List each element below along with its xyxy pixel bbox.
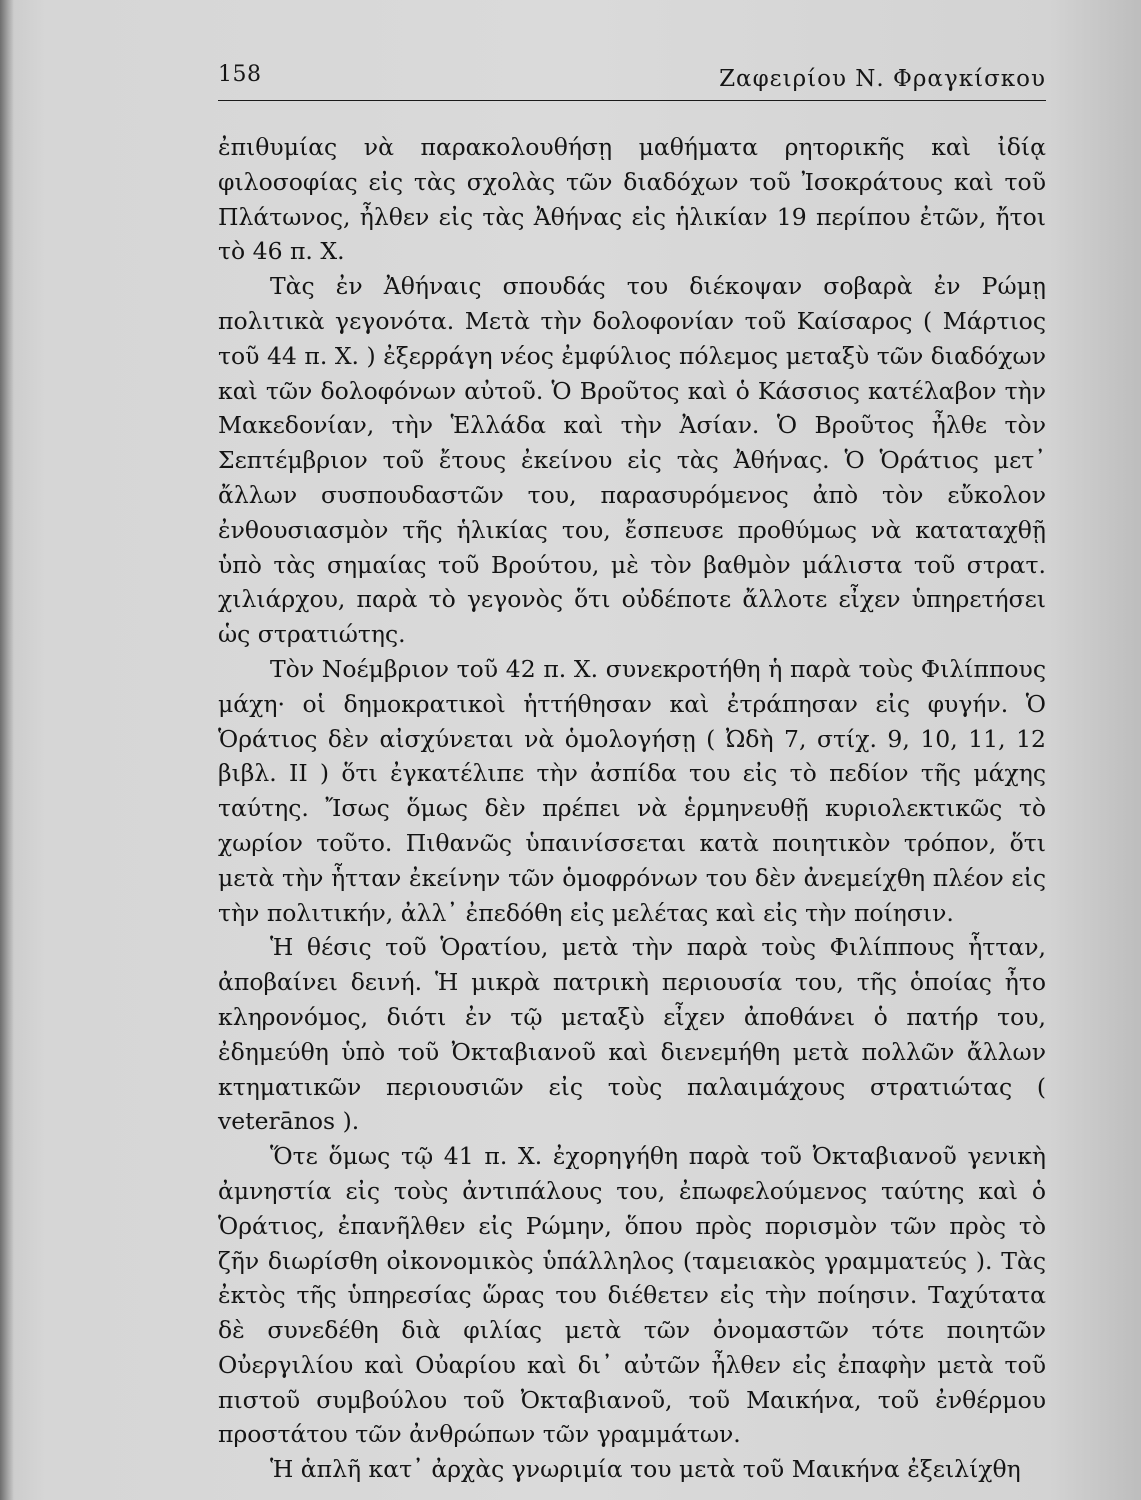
paragraph: Ἡ ἁπλῆ κατ᾽ ἀρχὰς γνωριμία του μετὰ τοῦ Μαικήνα ἐξειλίχθη	[270, 1455, 1021, 1484]
paragraph: Ὅτε ὅμως τῷ 41 π. Χ. ἐχορηγήθη παρὰ τοῦ Ὀκταβιανοῦ γενικὴ ἀμνηστία εἰς τοὺς ἀντιπάλους του, ἐπωφελούμενος ταύτης καὶ ὁ Ὁράτιος, ἐπανῆλθεν εἰς Ρώμην, ὅπου πρὸς πορισμὸν τῶν πρὸς τὸ ζῆν διωρίσθη οἰκονομικὸς ὑπάλληλος (ταμειακὸς γραμματεύς ). Τὰς ἐκτὸς τῆς ὑπηρεσίας ὥρας του διέθετεν εἰς τὴν ποίησιν. Ταχύτατα δὲ συνεδέθη διὰ φιλίας μετὰ τῶν ὀνομαστῶν τότε ποιητῶν Οὐεργιλίου καὶ Οὐαρίου καὶ δι᾽ αὐτῶν ἦλθεν εἰς ἐπαφὴν μετὰ τοῦ πιστοῦ συμβούλου τοῦ Ὀκταβιανοῦ, τοῦ Μαικήνα, τοῦ ἐνθέρμου προστάτου τῶν ἀνθρώπων τῶν γραμμάτων.	[218, 1142, 1046, 1449]
paragraph: Τὸν Νοέμβριον τοῦ 42 π. Χ. συνεκροτήθη ἡ παρὰ τοὺς Φιλίππους μάχη· οἱ δημοκρατικοὶ ἡττήθησαν καὶ ἐτράπησαν εἰς φυγήν. Ὁ Ὁράτιος δὲν αἰσχύνεται νὰ ὁμολογήσῃ ( Ὠδὴ 7, στίχ. 9, 10, 11, 12 βιβλ. ΙΙ ) ὅτι ἐγκατέλιπε τὴν ἀσπίδα του εἰς τὸ πεδίον τῆς μάχης ταύτης. Ἴσως ὅμως δὲν πρέπει νὰ ἑρμηνευθῇ κυριολεκτικῶς τὸ χωρίον τοῦτο. Πιθανῶς ὑπαινίσσεται κατὰ ποιητικὸν τρόπον, ὅτι μετὰ τὴν ἧτταν ἐκείνην τῶν ὁμοφρόνων του δὲν ἀνεμείχθη πλέον εἰς τὴν πολιτικήν, ἀλλ᾽ ἐπεδόθη εἰς μελέτας καὶ εἰς τὴν ποίησιν.	[218, 654, 1046, 927]
page-header	[218, 60, 1046, 101]
page-number: 158	[218, 62, 262, 87]
body-text	[218, 130, 1046, 1487]
paragraph-continuation: ἐπιθυμίας νὰ παρακολουθήσῃ μαθήματα ρητορικῆς καὶ ἰδίᾳ φιλοσοφίας εἰς τὰς σχολὰς τῶν διαδόχων τοῦ Ἰσοκράτους καὶ τοῦ Πλάτωνος, ἦλθεν εἰς τὰς Ἀθήνας εἰς ἡλικίαν 19 περίπου ἐτῶν, ἤτοι τὸ 46 π. Χ.	[218, 133, 1046, 266]
binding-shadow	[0, 0, 14, 1500]
paragraph: Τὰς ἐν Ἀθήναις σπουδάς του διέκοψαν σοβαρὰ ἐν Ρώμῃ πολιτικὰ γεγονότα. Μετὰ τὴν δολοφονίαν τοῦ Καίσαρος ( Μάρτιος τοῦ 44 π. Χ. ) ἐξερράγη νέος ἐμφύλιος πόλεμος μεταξὺ τῶν διαδόχων καὶ τῶν δολοφόνων αὐτοῦ. Ὁ Βροῦτος καὶ ὁ Κάσσιος κατέλαβον τὴν Μακεδονίαν, τὴν Ἑλλάδα καὶ τὴν Ἀσίαν. Ὁ Βροῦτος ἦλθε τὸν Σεπτέμβριον τοῦ ἔτους ἐκείνου εἰς τὰς Ἀθήνας. Ὁ Ὁράτιος μετ᾽ ἄλλων συσπουδαστῶν του, παρασυρόμενος ἀπὸ τὸν εὔκολον ἐνθουσιασμὸν τῆς ἡλικίας του, ἔσπευσε προθύμως νὰ καταταχθῇ ὑπὸ τὰς σημαίας τοῦ Βρούτου, μὲ τὸν βαθμὸν μάλιστα τοῦ στρατ. χιλιάρχου, παρὰ τὸ γεγονὸς ὅτι οὐδέποτε ἄλλοτε εἶχεν ὑπηρετήσει ὡς στρατιώτης.	[218, 272, 1046, 649]
running-head-author: Ζαφειρίου Ν. Φραγκίσκου	[719, 66, 1046, 92]
paragraph: Ἡ θέσις τοῦ Ὁρατίου, μετὰ τὴν παρὰ τοὺς Φιλίππους ἧτταν, ἀποβαίνει δεινή. Ἡ μικρὰ πατρικὴ περιουσία του, τῆς ὁποίας ἦτο κληρονόμος, διότι ἐν τῷ μεταξὺ εἶχεν ἀποθάνει ὁ πατήρ του, ἐδημεύθη ὑπὸ τοῦ Ὀκταβιανοῦ καὶ διενεμήθη μετὰ πολλῶν ἄλλων κτηματικῶν περιουσιῶν εἰς τοὺς παλαιμάχους στρατιώτας ( veterānos ).	[218, 933, 1046, 1136]
